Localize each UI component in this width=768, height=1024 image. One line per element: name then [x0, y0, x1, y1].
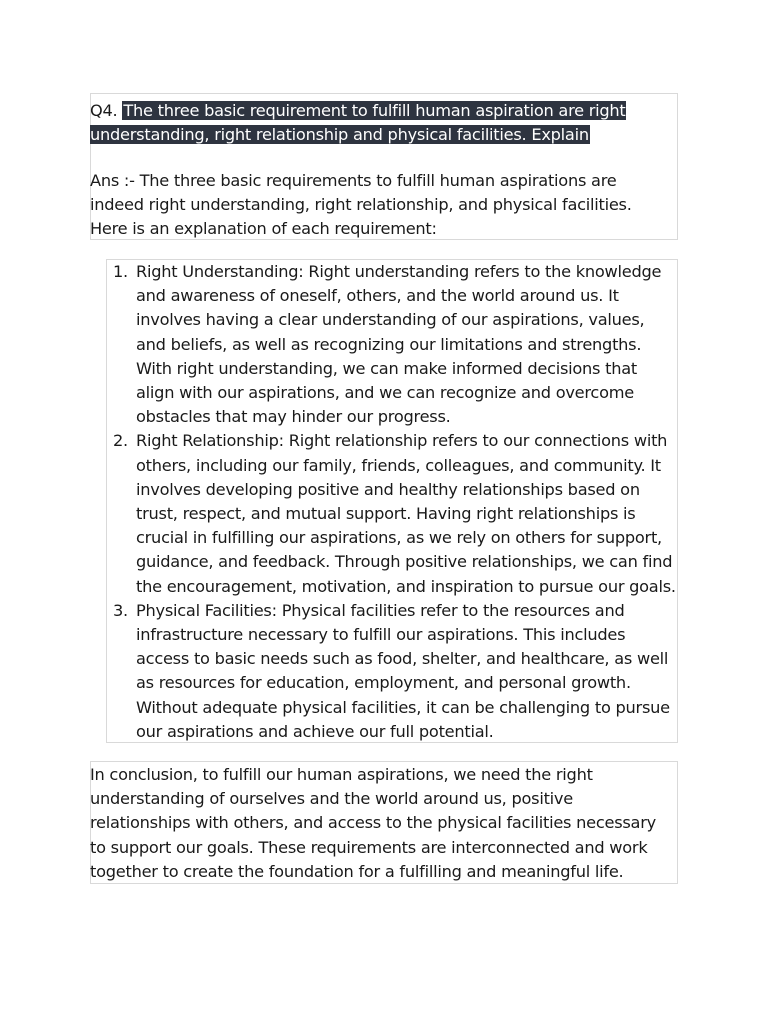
question-paragraph — [90, 99, 678, 147]
answer-intro: Ans :- The three basic requirements to fulfill human aspirations are indeed right understanding, right relationship, and physical facilities. Here is an explanation of each requirement: — [90, 171, 632, 239]
conclusion-paragraph: In conclusion, to fulfill our human aspirations, we need the right understanding of ourselves and the world around us, positive relationships with others, and access to the physical facilities necessary to support our goals. These requirements are interconnected and work together to create the foundation for a fulfilling and meaningful life. — [90, 765, 656, 881]
requirements-list — [106, 260, 676, 744]
question-text-highlighted[interactable]: The three basic requirement to fulfill human aspiration are right understanding, right relationship and physical facilities. Explain — [90, 101, 626, 145]
list-item-text: Physical Facilities: Physical facilities refer to the resources and infrastructure necessary to fulfill our aspirations. This includes access to basic needs such as food, shelter, and healthcare, as well as resources for education, employment, and personal growth. Without adequate physical facilities, it can be challenging to pursue our aspirations and achieve our full potential. — [136, 600, 670, 741]
list-item-right-understanding — [106, 260, 676, 429]
list-item-number: 3. — [113, 600, 128, 620]
list-item-text: Right Understanding: Right understanding refers to the knowledge and awareness of oneself, others, and the world around us. It involves having a clear understanding of our aspirations, values, and beliefs, as well as recognizing our limitations and strengths. With right understanding, we can make informed decisions that align with our aspirations, and we can recognize and overcome obstacles that may hinder our progress. — [136, 262, 662, 427]
list-item-number: 1. — [113, 262, 128, 281]
list-item-text: Right Relationship: Right relationship refers to our connections with others, including our family, friends, colleagues, and community. It involves developing positive and healthy relationships based on trust, respect, and mutual support. Having right relationships is crucial in fulfilling our aspirations, as we rely on others for support, guidance, and feedback. Through positive relationships, we can find the encouragement, motivation, and inspiration to pursue our goals. — [136, 431, 676, 596]
list-item-physical-facilities — [106, 599, 676, 744]
list-item-number: 2. — [113, 431, 128, 451]
list-item-right-relationship — [106, 429, 676, 598]
question-label: Q4. — [90, 101, 118, 120]
